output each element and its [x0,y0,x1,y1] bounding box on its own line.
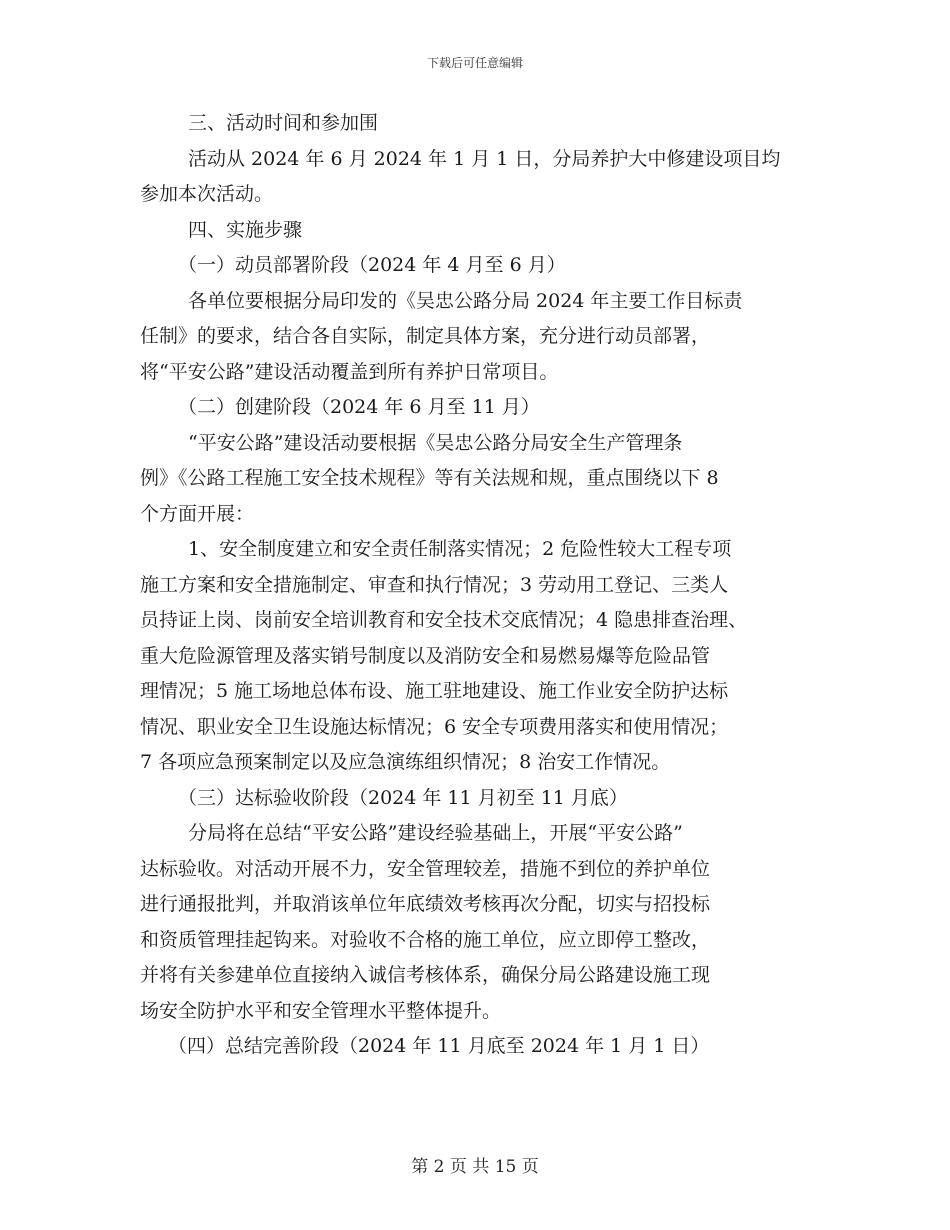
section-heading: 三、活动时间和参加围 [188,112,379,134]
header-note: 下载后可任意编辑 [426,56,523,70]
paragraph-line: 将“平安公路”建设活动覆盖到所有养护日常项目。 [140,360,559,383]
paragraph-line: 分局将在总结“平安公路”建设经验基础上，开展“平安公路” [188,822,683,844]
paragraph-line: 1、安全制度建立和安全责任制落实情况；2 危险性较大工程专项 [188,538,732,560]
paragraph-line: 场安全防护水平和安全管理水平整体提升。 [140,999,502,1022]
paragraph-line: 个方面开展： [140,502,255,525]
document-body [140,106,830,1065]
paragraph-line: 理情况；5 施工场地总体布设、施工驻地建设、施工作业安全防护达标 [140,680,729,702]
paragraph-line: 达标验收。对活动开展不力，安全管理较差，措施不到位的养护单位 [140,857,711,880]
paragraph-line: 施工方案和安全措施制定、审查和执行情况；3 劳动用工登记、三类人 [140,573,729,596]
subsection-heading: （一）动员部署阶段（2024 年 4 月至 6 月） [178,254,566,276]
subsection-heading: （四）总结完善阶段（2024 年 11 月底至 2024 年 1 月 1 日） [168,1035,710,1057]
paragraph-line: 各单位要根据分局印发的《吴忠公路分局 2024 年主要工作目标责 [188,289,743,312]
paragraph-line: 重大危险源管理及落实销号制度以及消防安全和易燃易爆等危险品管 [140,644,711,667]
paragraph-line: 进行通报批判，并取消该单位年底绩效考核再次分配，切实与招投标 [140,893,711,915]
section-heading: 四、实施步骤 [188,218,303,241]
subsection-heading: （三）达标验收阶段（2024 年 11 月初至 11 月底） [178,786,628,809]
paragraph-line: 参加本次活动。 [140,183,274,205]
paragraph-line: 并将有关参建单位直接纳入诚信考核体系，确保分局公路建设施工现 [140,964,711,986]
paragraph-line: 任制》的要求，结合各自实际，制定具体方案，充分进行动员部署， [140,325,711,347]
page-number: 第 2 页 共 15 页 [411,1157,539,1177]
paragraph-line: 例》《公路工程施工安全技术规程》等有关法规和规，重点围绕以下 8 [140,467,719,489]
paragraph-line: 情况、职业安全卫生设施达标情况；6 安全专项费用落实和使用情况； [140,715,729,738]
paragraph-line: 和资质管理挂起钩来。对验收不合格的施工单位，应立即停工整改， [140,928,711,951]
paragraph-line: 活动从 2024 年 6 月 2024 年 1 月 1 日，分局养护大中修建设项目均 [188,147,781,170]
paragraph-line: 员持证上岗、岗前安全培训教育和安全技术交底情况；4 隐患排查治理、 [140,609,748,631]
subsection-heading: （二）创建阶段（2024 年 6 月至 11 月） [178,396,540,418]
paragraph-line: “平安公路”建设活动要根据《吴忠公路分局安全生产管理条 [188,431,683,454]
paragraph-line: 7 各项应急预案制定以及应急演练组织情况；8 治安工作情况。 [140,751,671,773]
